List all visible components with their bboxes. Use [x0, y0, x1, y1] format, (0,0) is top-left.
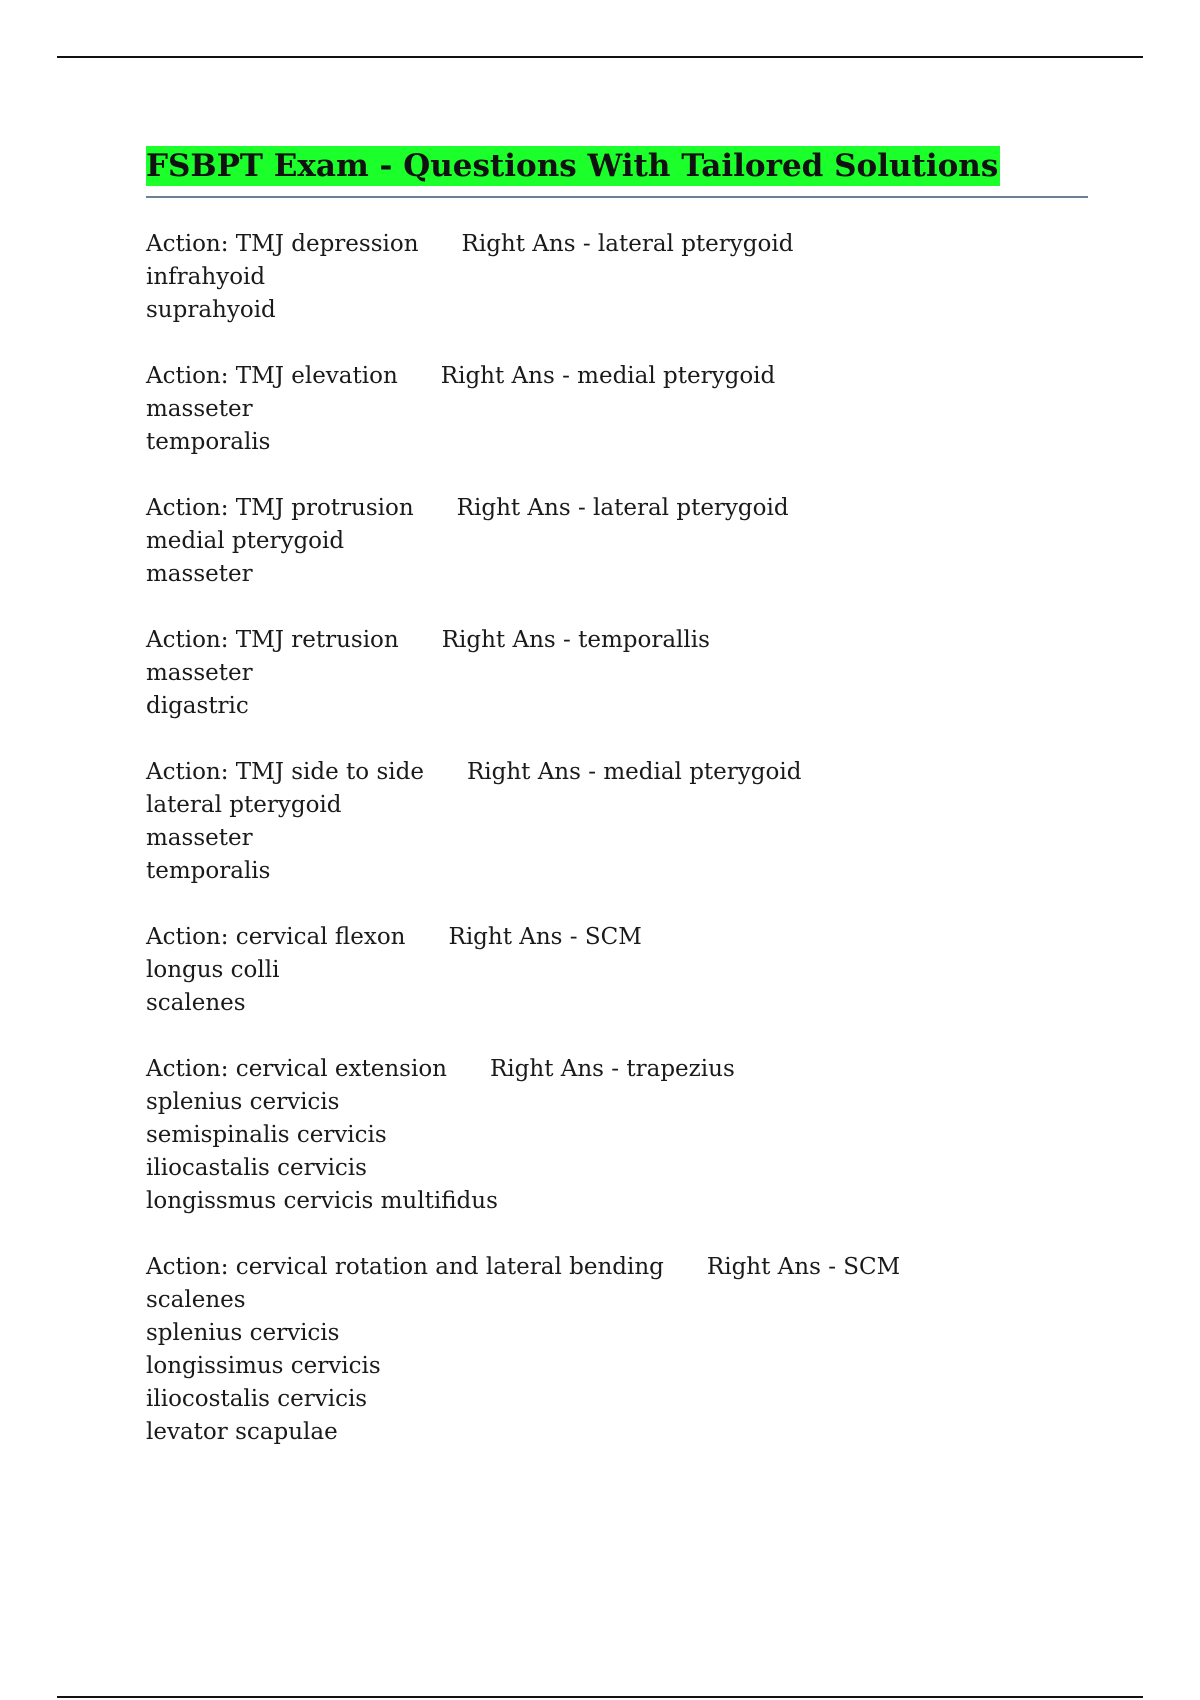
question-text: Action: cervical flexon	[146, 924, 406, 950]
option-line: masseter	[146, 396, 253, 422]
answer-text: Right Ans - SCM	[706, 1254, 901, 1280]
question-text: Action: TMJ side to side	[146, 759, 424, 785]
question-text: Action: TMJ elevation	[146, 363, 398, 389]
question-text: Action: TMJ retrusion	[146, 627, 399, 653]
qa-header-line	[146, 1053, 1088, 1086]
qa-item	[146, 228, 1088, 327]
bottom-page-rule	[57, 1696, 1143, 1698]
title-block	[146, 146, 1088, 186]
qa-item	[146, 360, 1088, 459]
option-line: temporalis	[146, 429, 271, 455]
option-line: splenius cervicis	[146, 1320, 340, 1346]
option-line: digastric	[146, 693, 249, 719]
qa-header-line	[146, 921, 1088, 954]
answer-text: Right Ans - SCM	[448, 924, 642, 950]
option-line: infrahyoid	[146, 264, 266, 290]
question-text: Action: TMJ protrusion	[146, 495, 414, 521]
option-line: iliocostalis cervicis	[146, 1386, 368, 1412]
answer-text: Right Ans - temporallis	[441, 627, 710, 653]
qa-item	[146, 624, 1088, 723]
option-line: temporalis	[146, 858, 271, 884]
option-line: longus colli	[146, 957, 280, 983]
answer-text: Right Ans - lateral pterygoid	[461, 231, 794, 257]
top-page-rule	[57, 56, 1143, 58]
answer-text: Right Ans - medial pterygoid	[440, 363, 776, 389]
option-line: suprahyoid	[146, 297, 276, 323]
option-line: splenius cervicis	[146, 1089, 340, 1115]
question-text: Action: cervical extension	[146, 1056, 447, 1082]
option-line: lateral pterygoid	[146, 792, 342, 818]
question-text: Action: TMJ depression	[146, 231, 419, 257]
qa-item	[146, 756, 1088, 888]
option-line: medial pterygoid	[146, 528, 345, 554]
option-line: masseter	[146, 660, 253, 686]
answer-text: Right Ans - medial pterygoid	[466, 759, 802, 785]
option-line: scalenes	[146, 990, 246, 1016]
option-line: semispinalis cervicis	[146, 1122, 387, 1148]
qa-item	[146, 492, 1088, 591]
qa-item	[146, 1251, 1088, 1449]
option-line: masseter	[146, 561, 253, 587]
option-line: scalenes	[146, 1287, 246, 1313]
answer-text: Right Ans - lateral pterygoid	[456, 495, 789, 521]
option-line: longissimus cervicis	[146, 1353, 381, 1379]
page-title: FSBPT Exam - Questions With Tailored Solutions	[146, 148, 999, 184]
option-line: levator scapulae	[146, 1419, 338, 1445]
qa-header-line	[146, 492, 1088, 525]
qa-item	[146, 921, 1088, 1020]
qa-item	[146, 1053, 1088, 1218]
qa-header-line	[146, 624, 1088, 657]
title-underline	[146, 196, 1088, 198]
qa-list	[146, 228, 1088, 1482]
qa-header-line	[146, 360, 1088, 393]
answer-text: Right Ans - trapezius	[489, 1056, 735, 1082]
qa-header-line	[146, 756, 1088, 789]
option-line: longissmus cervicis multifidus	[146, 1188, 498, 1214]
qa-header-line	[146, 1251, 1088, 1284]
question-text: Action: cervical rotation and lateral bending	[146, 1254, 664, 1280]
option-line: iliocastalis cervicis	[146, 1155, 367, 1181]
option-line: masseter	[146, 825, 253, 851]
qa-header-line	[146, 228, 1088, 261]
